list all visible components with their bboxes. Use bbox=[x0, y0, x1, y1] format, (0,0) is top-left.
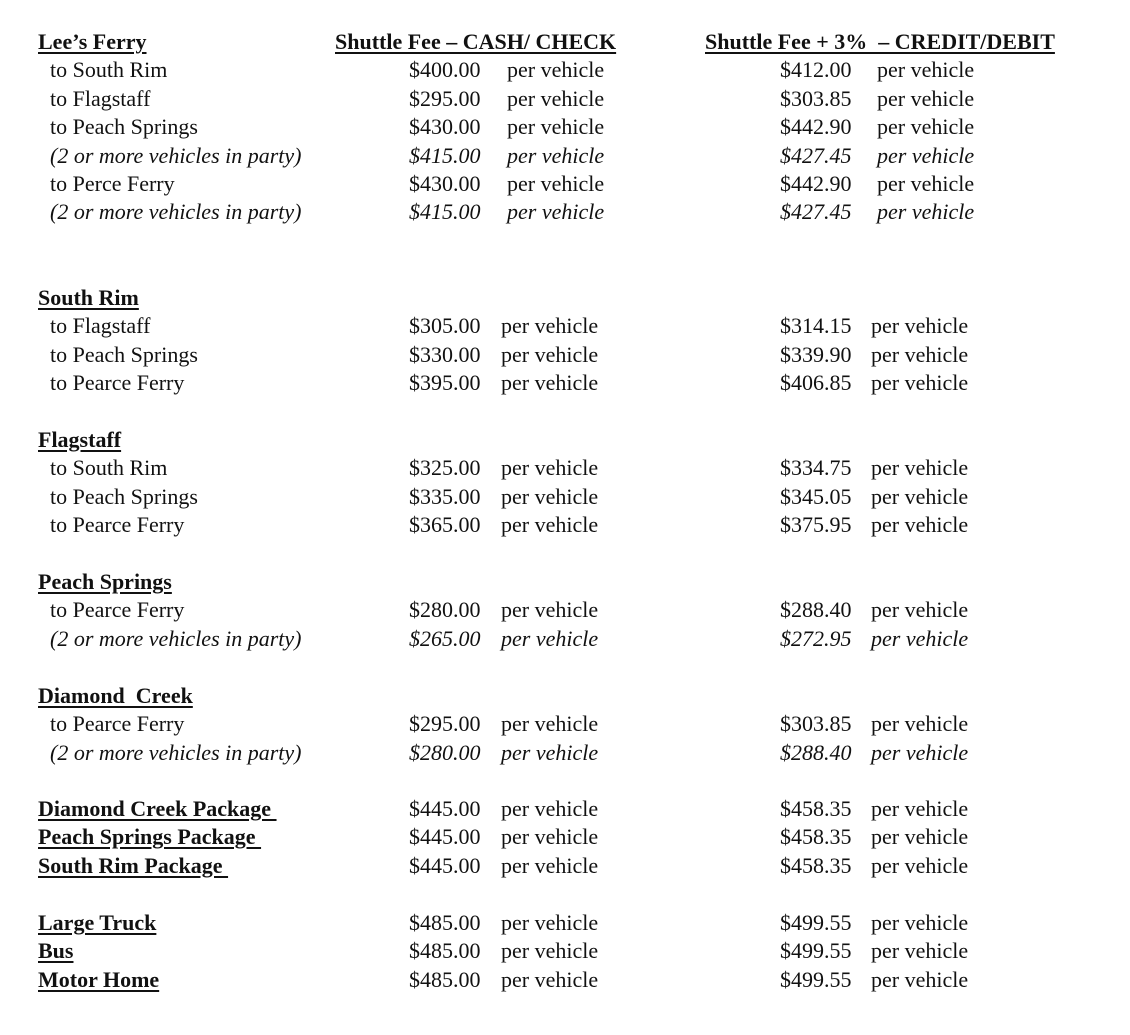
route-label: to South Rim bbox=[50, 455, 168, 481]
route-label: to Peach Springs bbox=[50, 114, 198, 140]
credit-fee: $458.35 bbox=[780, 824, 852, 850]
route-label: (2 or more vehicles in party) bbox=[50, 739, 302, 765]
cash-fee: $265.00 bbox=[409, 625, 481, 651]
credit-unit: per vehicle bbox=[871, 796, 969, 821]
section-title: Flagstaff bbox=[38, 427, 122, 452]
credit-unit: per vehicle bbox=[871, 455, 969, 481]
cash-fee: $485.00 bbox=[409, 966, 481, 992]
credit-fee: $458.35 bbox=[780, 852, 852, 878]
credit-unit: per vehicle bbox=[871, 910, 969, 935]
credit-unit: per vehicle bbox=[871, 739, 969, 765]
cash-column-header: Shuttle Fee – CASH/ CHECK bbox=[335, 29, 617, 54]
credit-unit: per vehicle bbox=[877, 171, 975, 196]
cash-fee: $415.00 bbox=[409, 199, 481, 225]
credit-fee: $499.55 bbox=[780, 910, 852, 935]
cash-unit: per vehicle bbox=[501, 341, 599, 367]
section-title: Lee’s Ferry bbox=[38, 29, 147, 54]
credit-fee: $288.40 bbox=[780, 739, 852, 765]
route-label: (2 or more vehicles in party) bbox=[50, 199, 302, 225]
route-label: to Pearce Ferry bbox=[50, 512, 185, 538]
cash-unit: per vehicle bbox=[507, 85, 605, 111]
credit-fee: $288.40 bbox=[780, 597, 852, 623]
cash-unit: per vehicle bbox=[507, 114, 605, 140]
cash-unit: per vehicle bbox=[507, 142, 605, 168]
credit-unit: per vehicle bbox=[871, 313, 969, 339]
section-title: South Rim bbox=[38, 285, 139, 310]
route-label: to Pearce Ferry bbox=[50, 370, 185, 396]
route-label: South Rim Package bbox=[38, 852, 229, 878]
credit-fee: $303.85 bbox=[780, 711, 852, 737]
cash-fee: $280.00 bbox=[409, 739, 481, 765]
cash-unit: per vehicle bbox=[507, 199, 605, 225]
cash-fee: $295.00 bbox=[409, 711, 481, 737]
cash-fee: $430.00 bbox=[409, 171, 481, 196]
cash-unit: per vehicle bbox=[501, 852, 599, 878]
cash-fee: $280.00 bbox=[409, 597, 481, 623]
section-title: Peach Springs bbox=[38, 569, 172, 594]
credit-unit: per vehicle bbox=[871, 711, 969, 737]
credit-fee: $345.05 bbox=[780, 483, 852, 509]
cash-fee: $430.00 bbox=[409, 114, 481, 140]
cash-unit: per vehicle bbox=[501, 370, 599, 396]
cash-fee: $305.00 bbox=[409, 313, 481, 339]
cash-unit: per vehicle bbox=[501, 711, 599, 737]
credit-unit: per vehicle bbox=[871, 341, 969, 367]
route-label: Diamond Creek Package bbox=[38, 796, 277, 821]
credit-unit: per vehicle bbox=[877, 85, 975, 111]
cash-fee: $400.00 bbox=[409, 57, 481, 83]
cash-unit: per vehicle bbox=[501, 455, 599, 481]
route-label: to Peach Springs bbox=[50, 483, 198, 509]
cash-unit: per vehicle bbox=[507, 57, 605, 83]
cash-unit: per vehicle bbox=[501, 910, 599, 935]
credit-unit: per vehicle bbox=[877, 114, 975, 140]
route-label: Motor Home bbox=[38, 966, 160, 992]
cash-fee: $365.00 bbox=[409, 512, 481, 538]
route-label: to Peach Springs bbox=[50, 341, 198, 367]
route-label: to Perce Ferry bbox=[50, 171, 175, 196]
cash-fee: $415.00 bbox=[409, 142, 481, 168]
cash-unit: per vehicle bbox=[501, 597, 599, 623]
credit-fee: $499.55 bbox=[780, 938, 852, 964]
credit-unit: per vehicle bbox=[877, 142, 975, 168]
cash-unit: per vehicle bbox=[501, 966, 599, 992]
route-label: to South Rim bbox=[50, 57, 168, 83]
cash-fee: $330.00 bbox=[409, 341, 481, 367]
route-label: to Pearce Ferry bbox=[50, 711, 185, 737]
credit-unit: per vehicle bbox=[871, 938, 969, 964]
credit-fee: $427.45 bbox=[780, 199, 852, 225]
cash-fee: $445.00 bbox=[409, 852, 481, 878]
cash-fee: $445.00 bbox=[409, 796, 481, 821]
cash-fee: $325.00 bbox=[409, 455, 481, 481]
route-label: Large Truck bbox=[38, 910, 157, 935]
credit-fee: $406.85 bbox=[780, 370, 852, 396]
cash-unit: per vehicle bbox=[501, 938, 599, 964]
credit-unit: per vehicle bbox=[871, 512, 969, 538]
credit-fee: $339.90 bbox=[780, 341, 852, 367]
cash-unit: per vehicle bbox=[501, 512, 599, 538]
credit-fee: $375.95 bbox=[780, 512, 852, 538]
credit-column-header: Shuttle Fee + 3% – CREDIT/DEBIT bbox=[705, 29, 1055, 54]
credit-unit: per vehicle bbox=[877, 199, 975, 225]
credit-unit: per vehicle bbox=[871, 852, 969, 878]
section-title: Diamond Creek bbox=[38, 683, 193, 708]
route-label: Bus bbox=[38, 938, 74, 964]
credit-unit: per vehicle bbox=[871, 966, 969, 992]
credit-unit: per vehicle bbox=[877, 57, 975, 83]
cash-unit: per vehicle bbox=[507, 171, 605, 196]
cash-unit: per vehicle bbox=[501, 313, 599, 339]
credit-unit: per vehicle bbox=[871, 824, 969, 850]
credit-fee: $272.95 bbox=[780, 625, 852, 651]
cash-unit: per vehicle bbox=[501, 824, 599, 850]
credit-fee: $303.85 bbox=[780, 85, 852, 111]
credit-fee: $314.15 bbox=[780, 313, 852, 339]
cash-unit: per vehicle bbox=[501, 625, 599, 651]
credit-unit: per vehicle bbox=[871, 483, 969, 509]
credit-unit: per vehicle bbox=[871, 370, 969, 396]
route-label: Peach Springs Package bbox=[38, 824, 262, 850]
cash-fee: $295.00 bbox=[409, 85, 481, 111]
credit-fee: $442.90 bbox=[780, 114, 852, 140]
credit-fee: $334.75 bbox=[780, 455, 852, 481]
credit-fee: $499.55 bbox=[780, 966, 852, 992]
credit-fee: $412.00 bbox=[780, 57, 852, 83]
cash-unit: per vehicle bbox=[501, 483, 599, 509]
cash-unit: per vehicle bbox=[501, 796, 599, 821]
route-label: to Pearce Ferry bbox=[50, 597, 185, 623]
cash-fee: $485.00 bbox=[409, 910, 481, 935]
route-label: to Flagstaff bbox=[50, 85, 151, 111]
credit-fee: $427.45 bbox=[780, 142, 852, 168]
cash-unit: per vehicle bbox=[501, 739, 599, 765]
route-label: to Flagstaff bbox=[50, 313, 151, 339]
cash-fee: $395.00 bbox=[409, 370, 481, 396]
credit-unit: per vehicle bbox=[871, 597, 969, 623]
cash-fee: $485.00 bbox=[409, 938, 481, 964]
route-label: (2 or more vehicles in party) bbox=[50, 625, 302, 651]
credit-fee: $442.90 bbox=[780, 171, 852, 196]
credit-unit: per vehicle bbox=[871, 625, 969, 651]
credit-fee: $458.35 bbox=[780, 796, 852, 821]
cash-fee: $445.00 bbox=[409, 824, 481, 850]
route-label: (2 or more vehicles in party) bbox=[50, 142, 302, 168]
cash-fee: $335.00 bbox=[409, 483, 481, 509]
